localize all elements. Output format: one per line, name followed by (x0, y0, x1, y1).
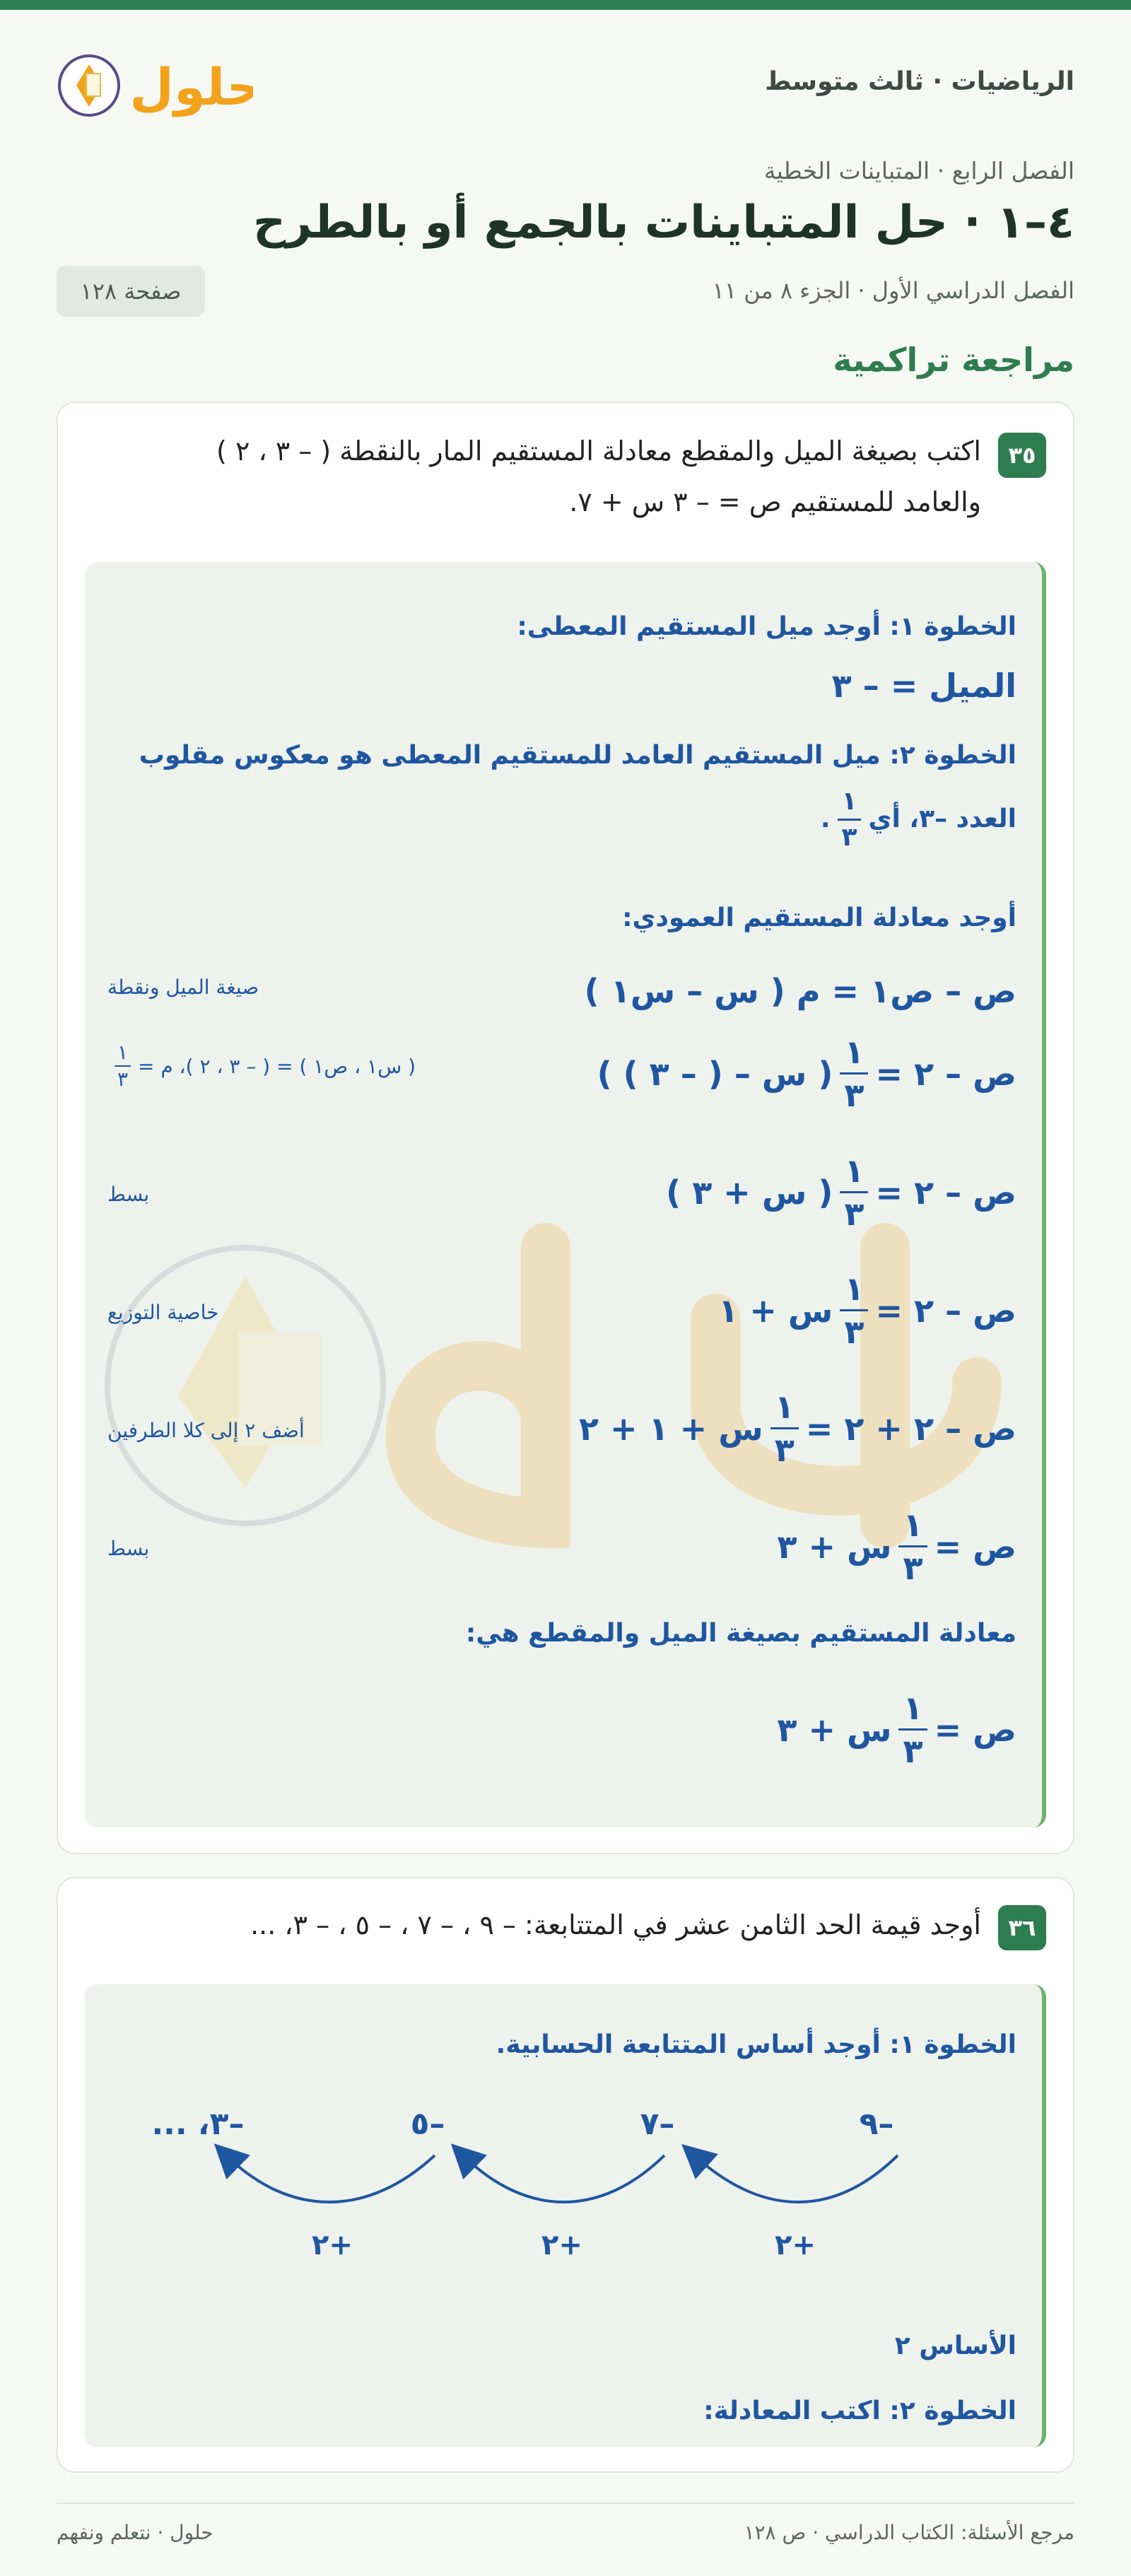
equation-distribute: ص – ٢ = $\frac{١}{٣}$ س + ١ (718, 1270, 1016, 1351)
equation-simplify-2: ص = $\frac{١}{٣}$ س + ٣ (777, 1506, 1016, 1587)
final-equation-label: معادلة المستقيم بصيغة الميل والمقطع هي: (465, 1619, 1016, 1648)
term-info: الفصل الدراسي الأول · الجزء ٨ من ١١ (712, 277, 1074, 304)
sequence-term-2: –٧ (640, 2106, 675, 2142)
sequence-term-4: –٣، ... (151, 2106, 245, 2142)
note-simplify-2: بسط (107, 1537, 150, 1560)
equation-simplify-1: ص – ٢ = $\frac{١}{٣}$ ( س + ٣ ) (666, 1152, 1016, 1233)
hulul-logo[interactable] (55, 47, 253, 124)
note-substitute: ( س١ ، ص١ ) = ( – ٣ ، ٢ )، م = $\frac{١}{٣}$ (107, 1043, 416, 1089)
difference-label-2: +٢ (541, 2229, 582, 2261)
step2-period: . (820, 804, 831, 833)
top-accent-bar (0, 0, 1131, 10)
chapter-breadcrumb: الفصل الرابع · المتباينات الخطية (763, 157, 1074, 185)
solution-panel (85, 562, 1046, 1827)
step2-label: الخطوة ٢: اكتب المعادلة: (703, 2396, 1016, 2425)
question-text: أوجد قيمة الحد الثامن عشر في المتتابعة: – ٩ ، – ٧ ، – ٥ ، – ٣، ... (250, 1909, 981, 1940)
solution-panel (85, 1984, 1046, 2447)
section-title: مراجعة تراكمية (833, 341, 1074, 379)
question-card-35 (57, 402, 1074, 1854)
footer-source: مرجع الأسئلة: الكتاب الدراسي · ص ١٢٨ (744, 2521, 1074, 2544)
note-simplify-1: بسط (107, 1183, 150, 1206)
equation-substitute: ص – ٢ = $\frac{١}{٣}$ ( س – ( – ٣ ) ) (597, 1033, 1016, 1114)
equation-point-slope: ص – ص١ = م ( س – س١ ) (584, 972, 1016, 1010)
note-add-two: أضف ٢ إلى كلا الطرفين (107, 1419, 305, 1442)
sequence-diagram (85, 2090, 1022, 2302)
note-distribute: خاصية التوزيع (107, 1301, 219, 1324)
fraction-one-third: $\frac{١}{٣}$ (838, 789, 862, 850)
step2-text: العدد –٣، أي (868, 804, 1016, 833)
footer-tagline: حلول · نتعلم ونفهم (57, 2521, 213, 2544)
question-number-badge: ٣٥ (998, 433, 1046, 478)
find-equation-label: أوجد معادلة المستقيم العمودي: (622, 903, 1016, 932)
difference-label-3: +٢ (312, 2229, 353, 2261)
difference-label-1: +٢ (775, 2229, 816, 2261)
slope-result: الميل = – ٣ (831, 667, 1016, 705)
step1-label: الخطوة ١: أوجد أساس المتتابعة الحسابية. (496, 2030, 1016, 2059)
step1-label: الخطوة ١: أوجد ميل المستقيم المعطى: (517, 612, 1016, 641)
sequence-term-1: –٩ (859, 2106, 894, 2142)
step2-label-line2 (821, 788, 1016, 850)
arrow-1 (694, 2155, 898, 2202)
question-card-36 (57, 1877, 1074, 2473)
arrow-2 (463, 2155, 664, 2202)
page-number-badge: صفحة ١٢٨ (57, 266, 205, 317)
arrow-3 (226, 2155, 435, 2202)
note-point-slope: صيغة الميل ونقطة (107, 976, 259, 999)
equation-add-two: ص – ٢ + ٢ = $\frac{١}{٣}$ س + ١ + ٢ (578, 1388, 1016, 1469)
logo-text: حلول (129, 57, 253, 117)
final-equation: ص = $\frac{١}{٣}$ س + ٣ (777, 1689, 1016, 1770)
question-number-badge: ٣٦ (998, 1905, 1046, 1950)
footer-divider (57, 2502, 1074, 2504)
question-text-line1: اكتب بصيغة الميل والمقطع معادلة المستقيم المار بالنقطة ( – ٣ ، ٢ ) (216, 435, 981, 467)
lesson-title: ٤–١ · حل المتباينات بالجمع أو بالطرح (253, 197, 1074, 249)
brand-title: الرياضيات · ثالث متوسط (765, 67, 1074, 96)
step2-label-line1: الخطوة ٢: ميل المستقيم العامد للمستقيم المعطى هو معكوس مقلوب (139, 741, 1016, 770)
question-text-line2: والعامد للمستقيم ص = – ٣ س + ٧. (569, 486, 981, 517)
sequence-term-3: –٥ (410, 2106, 445, 2142)
hulul-watermark (93, 1191, 1046, 1559)
common-difference: الأساس ٢ (894, 2331, 1016, 2360)
